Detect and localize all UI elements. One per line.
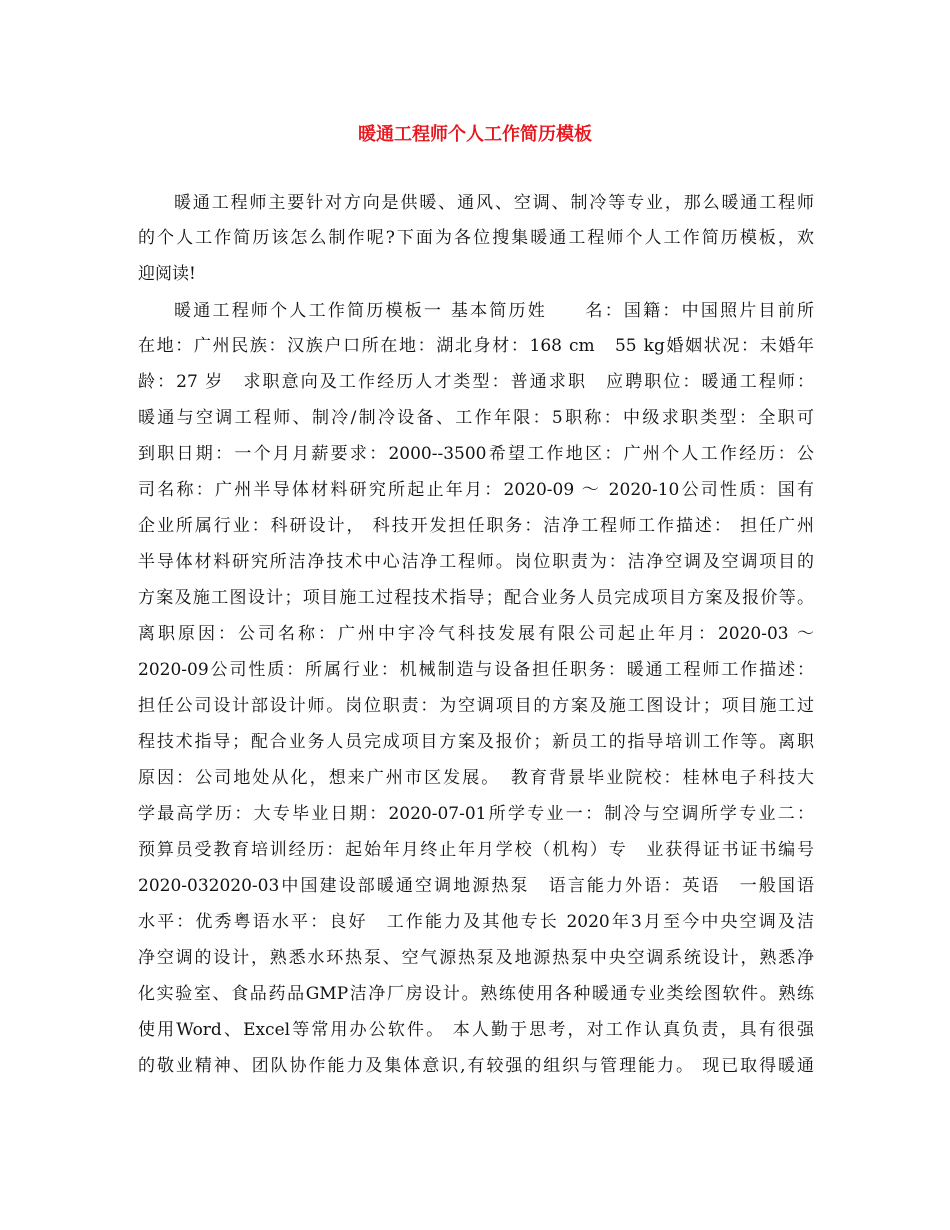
paragraph-line: 暖通工程师个人工作简历模板一 基本简历姓 名：国籍：中国照片目前所 <box>174 301 814 321</box>
paragraph-line: 半导体材料研究所洁净技术中心洁净工程师。岗位职责为：洁净空调及空调项目的 <box>138 552 814 572</box>
paragraph-line: 化实验室、食品药品GMP洁净厂房设计。熟练使用各种暖通专业类绘图软件。熟练 <box>138 984 814 1004</box>
paragraph-line: 净空调的设计，熟悉水环热泵、空气源热泵及地源热泵中央空调系统设计，熟悉净 <box>138 948 814 968</box>
paragraph-line: 司名称：广州半导体材料研究所起止年月：2020-09 ～ 2020-10公司性质：国有 <box>138 480 814 500</box>
paragraph-line: 在地：广州民族：汉族户口所在地：湖北身材：168 cm 55 kg婚姻状况：未婚年 <box>138 336 814 356</box>
paragraph-line: 2020-09公司性质：所属行业：机械制造与设备担任职务：暖通工程师工作描述： <box>138 660 814 680</box>
paragraph-line: 企业所属行业：科研设计， 科技开发担任职务：洁净工程师工作描述： 担任广州 <box>138 516 814 536</box>
paragraph-line: 暖通与空调工程师、制冷/制冷设备、工作年限：5职称：中级求职类型：全职可 <box>138 408 814 428</box>
paragraph-line: 预算员受教育培训经历：起始年月终止年月学校（机构）专 业获得证书证书编号 <box>138 840 814 860</box>
paragraph-line: 学最高学历：大专毕业日期：2020-07-01所学专业一：制冷与空调所学专业二： <box>138 804 814 824</box>
paragraph-line: 龄：27 岁 求职意向及工作经历人才类型：普通求职 应聘职位：暖通工程师： <box>138 372 814 392</box>
paragraph-line: 担任公司设计部设计师。岗位职责：为空调项目的方案及施工图设计；项目施工过 <box>138 696 814 716</box>
paragraph-line: 离职原因：公司名称：广州中宇冷气科技发展有限公司起止年月：2020-03 ～ <box>138 624 814 644</box>
paragraph-line: 到职日期：一个月月薪要求：2000--3500希望工作地区：广州个人工作经历：公 <box>138 444 814 464</box>
paragraph-line: 暖通工程师主要针对方向是供暖、通风、空调、制冷等专业，那么暖通工程师 <box>174 193 814 213</box>
paragraph-line: 迎阅读! <box>138 264 196 284</box>
paragraph-line: 的敬业精神、团队协作能力及集体意识,有较强的组织与管理能力。 现已取得暖通 <box>138 1056 814 1076</box>
paragraph-line: 的个人工作简历该怎么制作呢?下面为各位搜集暖通工程师个人工作简历模板，欢 <box>138 228 814 248</box>
paragraph-line: 原因：公司地处从化，想来广州市区发展。 教育背景毕业院校：桂林电子科技大 <box>138 768 814 788</box>
document-title: 暖通工程师个人工作简历模板 <box>358 124 592 145</box>
paragraph-line: 程技术指导；配合业务人员完成项目方案及报价；新员工的指导培训工作等。离职 <box>138 732 814 752</box>
paragraph-line: 2020-032020-03中国建设部暖通空调地源热泵 语言能力外语：英语 一般国语 <box>138 876 814 896</box>
paragraph-line: 水平：优秀粤语水平：良好 工作能力及其他专长 2020年3月至今中央空调及洁 <box>138 912 814 932</box>
paragraph-line: 方案及施工图设计；项目施工过程技术指导；配合业务人员完成项目方案及报价等。 <box>138 588 814 608</box>
paragraph-line: 使用Word、Excel等常用办公软件。 本人勤于思考，对工作认真负责，具有很强 <box>138 1020 814 1040</box>
